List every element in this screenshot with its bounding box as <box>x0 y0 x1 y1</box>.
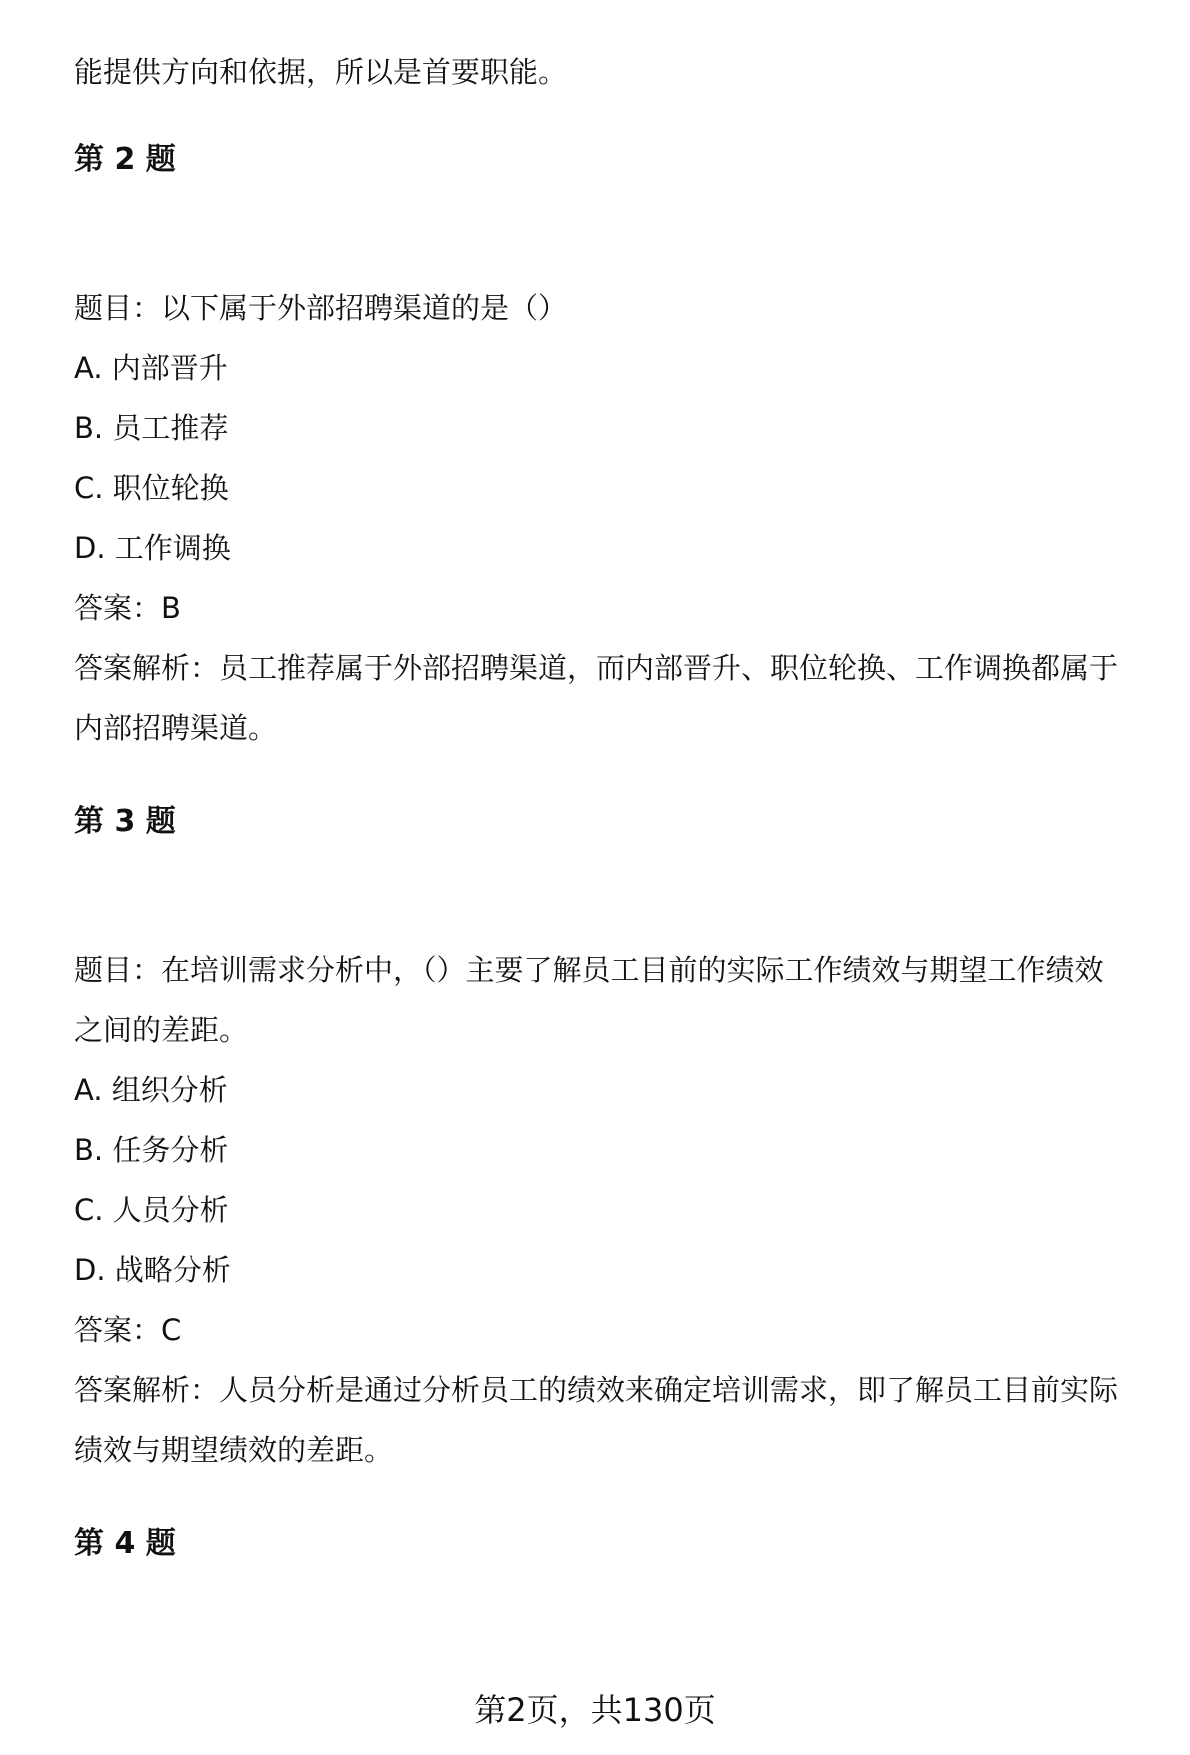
option-d: D. 战略分析 <box>74 1253 231 1287</box>
option-a: A. 组织分析 <box>74 1073 228 1107</box>
option-a: A. 内部晋升 <box>74 351 228 385</box>
option-b: B. 员工推荐 <box>74 411 229 445</box>
question-heading: 第 2 题 <box>74 142 176 177</box>
option-c: C. 职位轮换 <box>74 471 229 505</box>
page-indicator: 第2页，共130页 <box>474 1691 716 1729</box>
question-text: 题目：在培训需求分析中，（）主要了解员工目前的实际工作绩效与期望工作绩效 <box>74 953 1104 987</box>
question-heading: 第 3 题 <box>74 804 176 839</box>
analysis-line: 绩效与期望绩效的差距。 <box>74 1433 394 1467</box>
question-text: 之间的差距。 <box>74 1013 249 1047</box>
question-block <box>74 278 1118 758</box>
question-heading: 第 4 题 <box>74 1526 176 1561</box>
analysis-line: 答案解析：人员分析是通过分析员工的绩效来确定培训需求，即了解员工目前实际 <box>74 1373 1119 1407</box>
analysis-line: 答案解析：员工推荐属于外部招聘渠道，而内部晋升、职位轮换、工作调换都属于 <box>74 651 1119 685</box>
continuation-text: 能提供方向和依据，所以是首要职能。 <box>74 55 568 89</box>
answer: 答案：C <box>74 1313 182 1347</box>
analysis-line: 内部招聘渠道。 <box>74 711 278 745</box>
option-d: D. 工作调换 <box>74 531 231 565</box>
question-text: 题目：以下属于外部招聘渠道的是（） <box>74 291 568 325</box>
option-b: B. 任务分析 <box>74 1133 229 1167</box>
answer: 答案：B <box>74 591 181 625</box>
question-block <box>74 940 1118 1480</box>
option-c: C. 人员分析 <box>74 1193 229 1227</box>
